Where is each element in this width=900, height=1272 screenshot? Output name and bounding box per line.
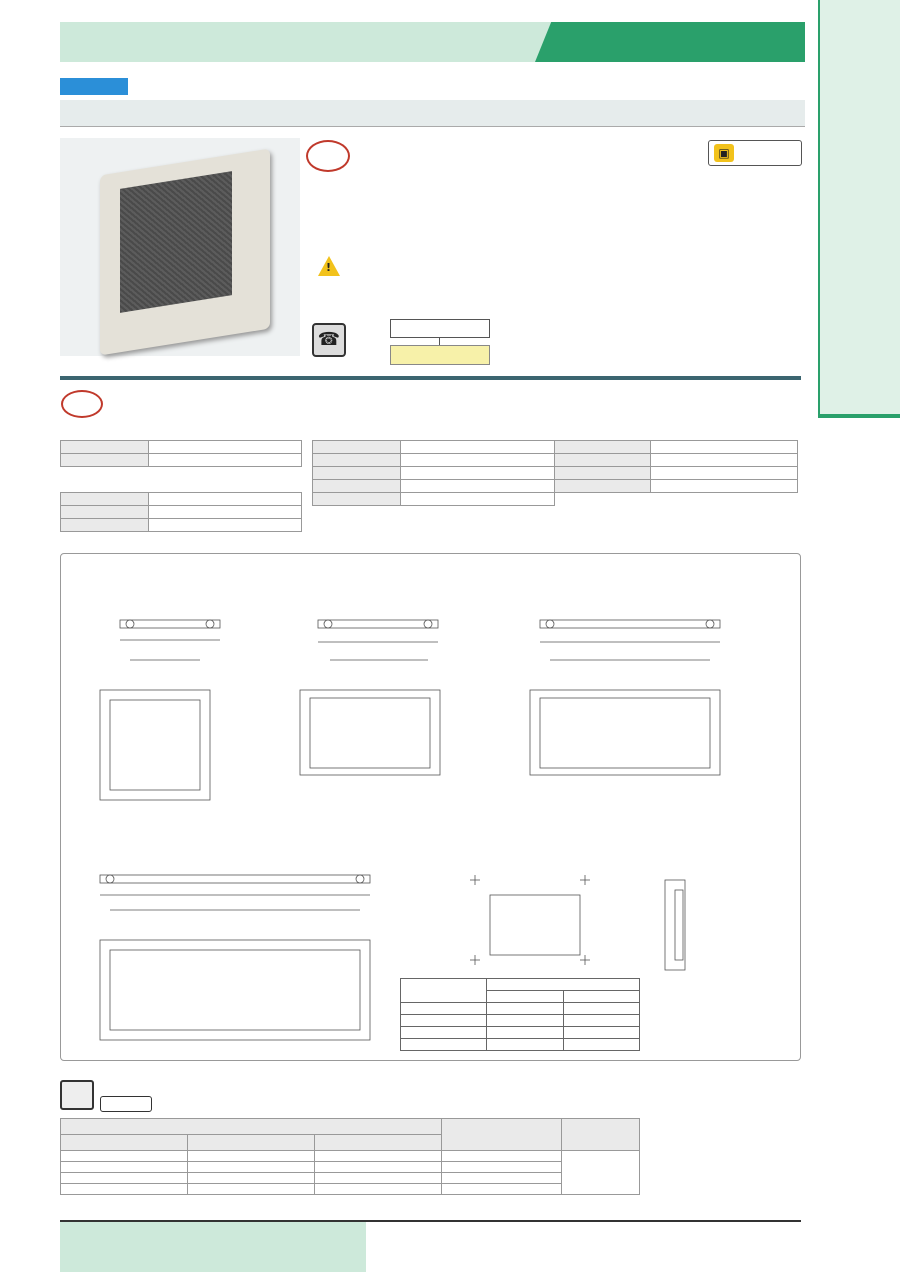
table-cell — [651, 454, 798, 467]
table-cell — [61, 1173, 188, 1184]
order-model-value — [390, 345, 490, 365]
basic-spec-badge — [61, 390, 103, 418]
table-cell — [442, 1173, 562, 1184]
table-cell — [487, 991, 564, 1003]
table-cell — [61, 1151, 188, 1162]
table-cell — [188, 1184, 315, 1195]
table-row — [61, 1162, 640, 1173]
table-row — [401, 1039, 640, 1051]
order-model-header — [390, 319, 490, 338]
urethan-foam-image — [120, 171, 232, 313]
table-cell — [487, 1039, 564, 1051]
price-table — [60, 1118, 640, 1195]
table-cell — [563, 1003, 640, 1015]
table-cell — [401, 979, 487, 1003]
table-cell — [401, 441, 555, 454]
price-note — [562, 1151, 640, 1195]
phone-order-icon: ☎ — [312, 323, 346, 357]
table-row — [61, 1119, 640, 1135]
foam-table — [312, 440, 798, 506]
table-cell — [149, 519, 302, 532]
table-cell — [401, 454, 555, 467]
table-cell — [442, 1184, 562, 1195]
table-row — [61, 493, 302, 506]
table-cell — [149, 454, 302, 467]
unit-tag — [100, 1096, 152, 1112]
table-cell — [562, 1119, 640, 1151]
table-cell — [61, 506, 149, 519]
table-cell — [401, 467, 555, 480]
table-cell — [487, 1003, 564, 1015]
table-cell — [61, 519, 149, 532]
table-row — [401, 1015, 640, 1027]
table-cell — [555, 480, 651, 493]
table-cell — [61, 1184, 188, 1195]
table-cell — [315, 1184, 442, 1195]
table-cell — [442, 1151, 562, 1162]
table-row — [401, 979, 640, 991]
table-cell — [401, 1039, 487, 1051]
table-cell — [315, 1173, 442, 1184]
table-cell — [188, 1151, 315, 1162]
table-cell — [651, 441, 798, 454]
table-cell — [401, 1003, 487, 1015]
table-row — [313, 467, 798, 480]
table-cell — [442, 1119, 562, 1151]
table-row — [313, 454, 798, 467]
table-cell — [555, 467, 651, 480]
side-tab — [818, 0, 900, 418]
table-row — [401, 1027, 640, 1039]
finish-table — [60, 492, 302, 532]
table-row — [313, 441, 798, 454]
table-row — [61, 519, 302, 532]
table-row — [61, 454, 302, 467]
product-title — [60, 100, 805, 127]
table-cell — [61, 493, 149, 506]
table-cell — [315, 1135, 442, 1151]
web-banner[interactable] — [535, 22, 805, 62]
table-cell — [487, 979, 640, 991]
table-cell — [61, 441, 149, 454]
table-cell — [555, 454, 651, 467]
order-connector — [439, 338, 440, 345]
table-cell — [487, 1027, 564, 1039]
table-cell — [149, 493, 302, 506]
yen-icon — [60, 1080, 94, 1110]
table-row — [401, 1003, 640, 1015]
table-row — [313, 480, 798, 493]
table-cell — [61, 1119, 442, 1135]
table-cell — [313, 441, 401, 454]
table-cell — [563, 1015, 640, 1027]
table-row — [61, 1151, 640, 1162]
table-cell — [315, 1162, 442, 1173]
brand-badge — [60, 78, 128, 95]
size-table — [400, 978, 640, 1051]
table-cell — [315, 1151, 442, 1162]
table-cell — [188, 1162, 315, 1173]
table-row — [61, 441, 302, 454]
exclamation-icon: ! — [326, 261, 332, 274]
table-cell — [401, 493, 555, 506]
support-box — [60, 1222, 366, 1272]
table-cell — [149, 506, 302, 519]
table-cell — [555, 441, 651, 454]
table-cell — [313, 480, 401, 493]
box-icon: ▣ — [714, 144, 734, 162]
body-table — [60, 440, 302, 467]
table-cell — [313, 493, 401, 506]
section-divider — [60, 376, 801, 380]
table-cell — [442, 1162, 562, 1173]
table-cell — [487, 1015, 564, 1027]
table-row — [61, 506, 302, 519]
feature-badge — [306, 140, 350, 172]
table-cell — [313, 454, 401, 467]
table-cell — [563, 1027, 640, 1039]
table-cell — [401, 1027, 487, 1039]
table-cell — [61, 454, 149, 467]
table-cell — [651, 480, 798, 493]
table-cell — [188, 1135, 315, 1151]
table-row — [313, 493, 798, 506]
table-cell — [61, 1162, 188, 1173]
table-cell — [61, 1135, 188, 1151]
table-cell — [313, 467, 401, 480]
table-cell — [563, 991, 640, 1003]
table-cell — [149, 441, 302, 454]
table-cell — [651, 467, 798, 480]
table-cell — [401, 480, 555, 493]
table-cell — [563, 1039, 640, 1051]
table-row — [61, 1184, 640, 1195]
table-cell — [188, 1173, 315, 1184]
table-row — [61, 1173, 640, 1184]
table-cell — [401, 1015, 487, 1027]
